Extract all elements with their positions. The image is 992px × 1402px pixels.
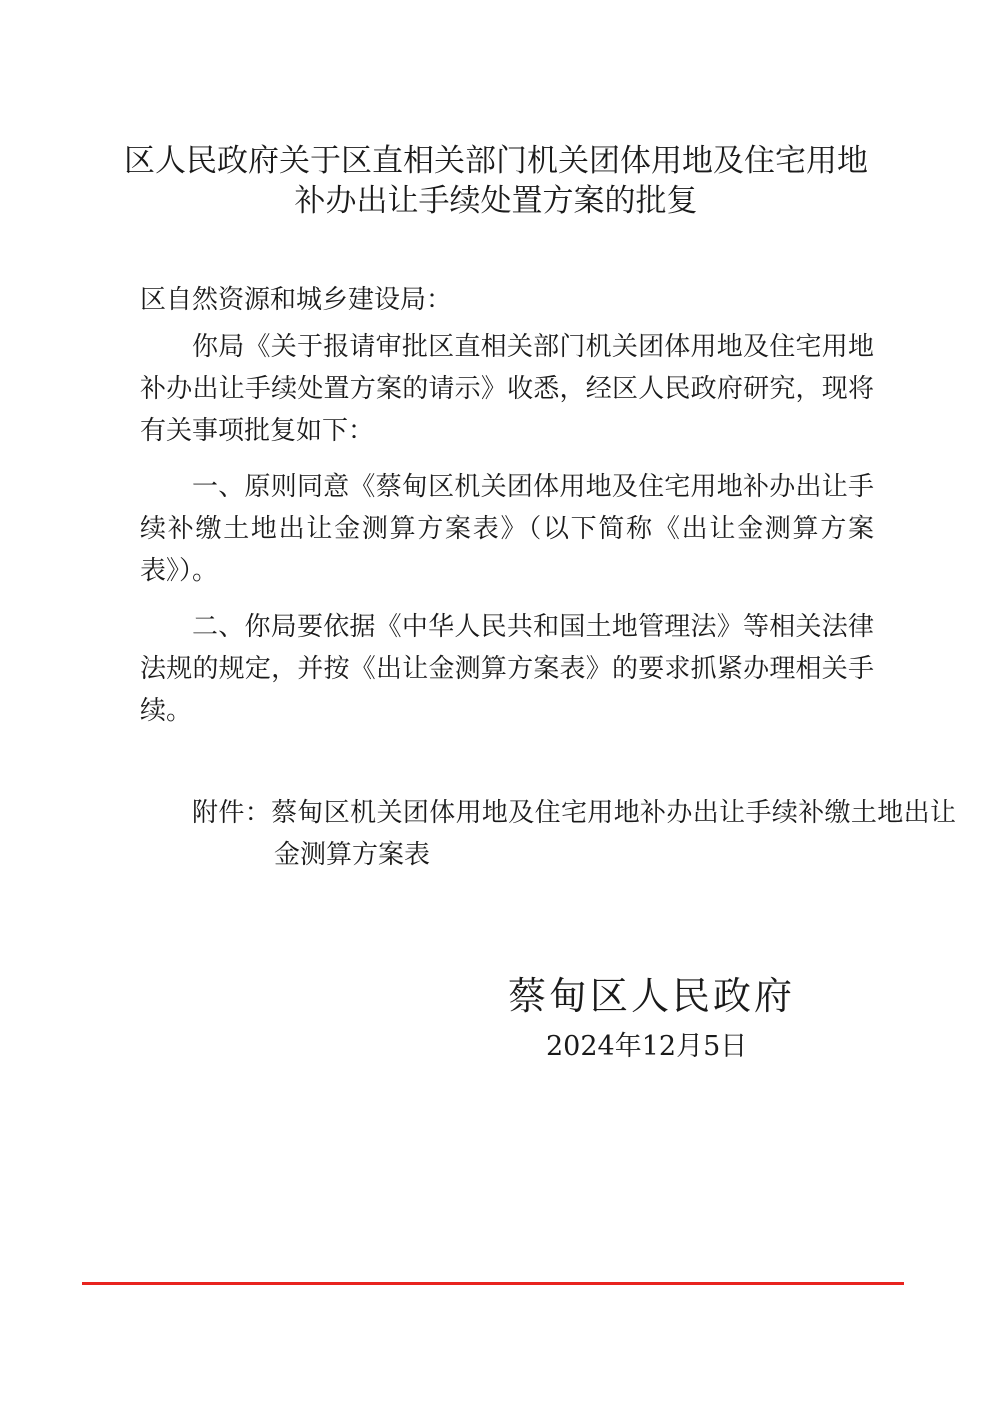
signing-authority: 蔡甸区人民政府: [508, 974, 796, 1018]
paragraph-request-acknowledgement: 你局《关于报请审批区直相关部门机关团体用地及住宅用地补办出让手续处置方案的请示》收悉，经区人民政府研究，现将有关事项批复如下：: [140, 332, 874, 446]
issue-date: 2024年12月5日: [546, 1031, 748, 1062]
footer-red-divider: [82, 1282, 904, 1285]
addressee: 区自然资源和城乡建设局：: [140, 285, 453, 315]
document-title-line-1: 区人民政府关于区直相关部门机关团体用地及住宅用地: [124, 143, 868, 179]
paragraph-approval-item-1: 一、原则同意《蔡甸区机关团体用地及住宅用地补办出让手续补缴土地出让金测算方案表》（以下简称《出让金测算方案表》）。: [140, 472, 874, 586]
paragraph-approval-item-2: 二、你局要依据《中华人民共和国土地管理法》等相关法律法规的规定，并按《出让金测算方案表》的要求抓紧办理相关手续。: [140, 612, 874, 726]
document-title-line-2: 补办出让手续处置方案的批复: [294, 183, 698, 219]
attachment-note: 附件：蔡甸区机关团体用地及住宅用地补办出让手续补缴土地出让金测算方案表: [192, 798, 956, 870]
